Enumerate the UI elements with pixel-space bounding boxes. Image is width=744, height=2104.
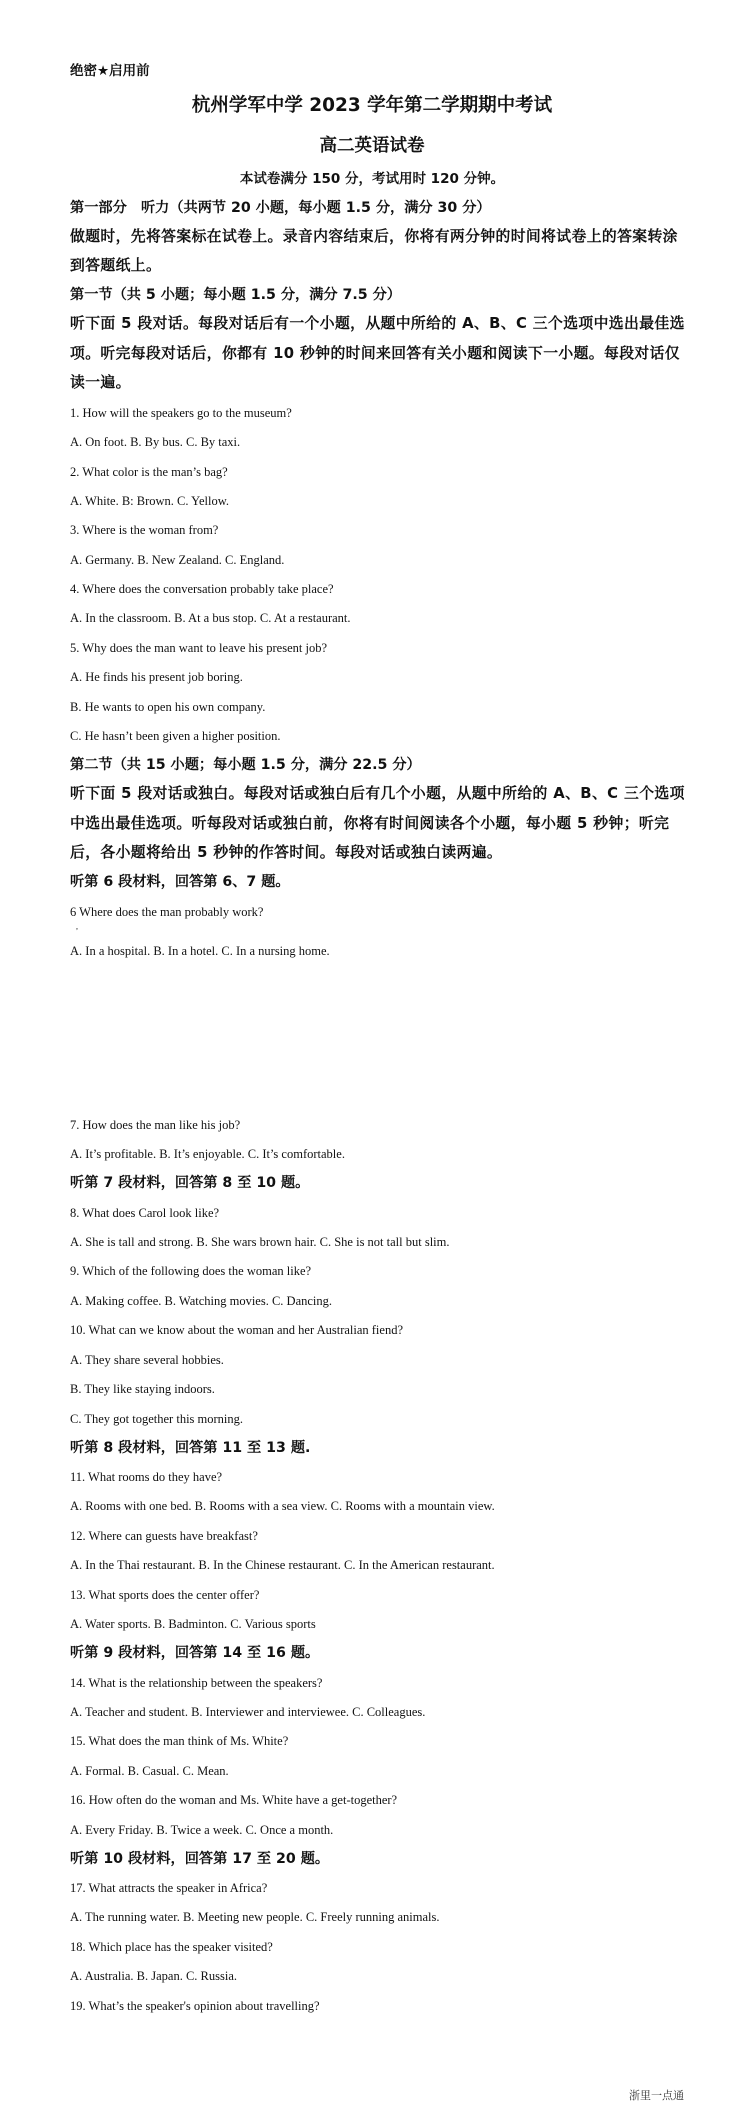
question-14: 14. What is the relationship between the speakers? <box>70 1676 323 1690</box>
question-10-option-c: C. They got together this morning. <box>70 1412 244 1426</box>
exam-info: 本试卷满分 150 分，考试用时 120 分钟。 <box>239 171 505 187</box>
question-5-option-b: B. He wants to open his own company. <box>70 700 266 714</box>
section1-intro-line3: 读一遍。 <box>70 374 131 391</box>
question-2-options: A. White. B: Brown. C. Yellow. <box>70 494 230 508</box>
question-5: 5. Why does the man want to leave his present job? <box>70 641 327 655</box>
question-6-options: A. In a hospital. B. In a hotel. C. In a nursing home. <box>70 944 330 958</box>
section2-intro-line2: 中选出最佳选项。听每段对话或独白前，你将有时间阅读各个小题，每小题 5 秒钟；听完 <box>70 815 670 832</box>
question-13: 13. What sports does the center offer? <box>70 1588 260 1602</box>
question-10-option-a: A. They share several hobbies. <box>70 1353 224 1367</box>
section1-heading: 第一节（共 5 小题；每小题 1.5 分，满分 7.5 分） <box>70 287 401 303</box>
segment6-heading: 听第 6 段材料，回答第 6、7 题。 <box>70 874 290 890</box>
question-18-options: A. Australia. B. Japan. C. Russia. <box>70 1969 238 1983</box>
question-16-options: A. Every Friday. B. Twice a week. C. Once a month. <box>70 1823 334 1837</box>
footer-watermark: 浙里一点通 <box>629 2089 684 2102</box>
section1-intro-line2: 项。听完每段对话后，你都有 10 秒钟的时间来回答有关小题和阅读下一小题。每段对话仅 <box>70 345 680 362</box>
confidential-label: 绝密★启用前 <box>70 63 150 79</box>
question-2: 2. What color is the man’s bag? <box>70 465 228 479</box>
question-9: 9. Which of the following does the woman like? <box>70 1264 312 1278</box>
section1-intro-line1: 听下面 5 段对话。每段对话后有一个小题，从题中所给的 A、B、C 三个选项中选出最佳选 <box>70 315 685 332</box>
question-4-options: A. In the classroom. B. At a bus stop. C. At a restaurant. <box>70 611 351 625</box>
question-19: 19. What’s the speaker's opinion about travelling? <box>70 1999 320 2013</box>
section2-heading: 第二节（共 15 小题；每小题 1.5 分，满分 22.5 分） <box>70 757 421 773</box>
question-15-options: A. Formal. B. Casual. C. Mean. <box>70 1764 229 1778</box>
question-7-options: A. It’s profitable. B. It’s enjoyable. C. It’s comfortable. <box>70 1147 345 1161</box>
question-13-options: A. Water sports. B. Badminton. C. Various sports <box>70 1617 316 1631</box>
question-4: 4. Where does the conversation probably take place? <box>70 582 334 596</box>
question-17: 17. What attracts the speaker in Africa? <box>70 1881 268 1895</box>
question-1: 1. How will the speakers go to the museum? <box>70 406 292 420</box>
question-11-options: A. Rooms with one bed. B. Rooms with a sea view. C. Rooms with a mountain view. <box>70 1499 495 1513</box>
question-17-options: A. The running water. B. Meeting new people. C. Freely running animals. <box>70 1910 440 1924</box>
question-7: 7. How does the man like his job? <box>70 1118 241 1132</box>
question-1-options: A. On foot. B. By bus. C. By taxi. <box>70 435 241 449</box>
segment10-heading: 听第 10 段材料，回答第 17 至 20 题。 <box>70 1851 330 1867</box>
question-5-option-a: A. He finds his present job boring. <box>70 670 243 684</box>
question-5-option-c: C. He hasn’t been given a higher position. <box>70 729 281 743</box>
exam-title: 杭州学军中学 2023 学年第二学期期中考试 <box>191 95 553 116</box>
question-12-options: A. In the Thai restaurant. B. In the Chinese restaurant. C. In the American restaurant. <box>70 1558 495 1572</box>
question-8: 8. What does Carol look like? <box>70 1206 220 1220</box>
question-15: 15. What does the man think of Ms. White? <box>70 1734 289 1748</box>
question-11: 11. What rooms do they have? <box>70 1470 223 1484</box>
part1-heading: 第一部分 听力（共两节 20 小题，每小题 1.5 分，满分 30 分） <box>70 200 491 216</box>
question-10: 10. What can we know about the woman and her Australian fiend? <box>70 1323 404 1337</box>
question-6: 6 Where does the man probably work? <box>70 905 264 919</box>
exam-subtitle: 高二英语试卷 <box>319 136 425 156</box>
segment9-heading: 听第 9 段材料，回答第 14 至 16 题。 <box>70 1645 320 1661</box>
section2-intro-line1: 听下面 5 段对话或独白。每段对话或独白后有几个小题，从题中所给的 A、B、C 三个选项 <box>70 785 685 802</box>
question-14-options: A. Teacher and student. B. Interviewer and interviewee. C. Colleagues. <box>70 1705 426 1719</box>
question-12: 12. Where can guests have breakfast? <box>70 1529 258 1543</box>
part1-intro-line2: 到答题纸上。 <box>70 257 162 274</box>
question-8-options: A. She is tall and strong. B. She wars brown hair. C. She is not tall but slim. <box>70 1235 450 1249</box>
stray-mark: , <box>76 922 78 931</box>
part1-intro-line1: 做题时，先将答案标在试卷上。录音内容结束后，你将有两分钟的时间将试卷上的答案转涂 <box>70 228 678 245</box>
question-3-options: A. Germany. B. New Zealand. C. England. <box>70 553 285 567</box>
question-3: 3. Where is the woman from? <box>70 523 219 537</box>
segment7-heading: 听第 7 段材料，回答第 8 至 10 题。 <box>70 1175 310 1191</box>
section2-intro-line3: 后，各小题将给出 5 秒钟的作答时间。每段对话或独白读两遍。 <box>70 844 503 861</box>
segment8-heading: 听第 8 段材料，回答第 11 至 13 题. <box>70 1440 311 1456</box>
question-10-option-b: B. They like staying indoors. <box>70 1382 215 1396</box>
question-9-options: A. Making coffee. B. Watching movies. C. Dancing. <box>70 1294 333 1308</box>
question-18: 18. Which place has the speaker visited? <box>70 1940 273 1954</box>
question-16: 16. How often do the woman and Ms. White have a get-together? <box>70 1793 398 1807</box>
